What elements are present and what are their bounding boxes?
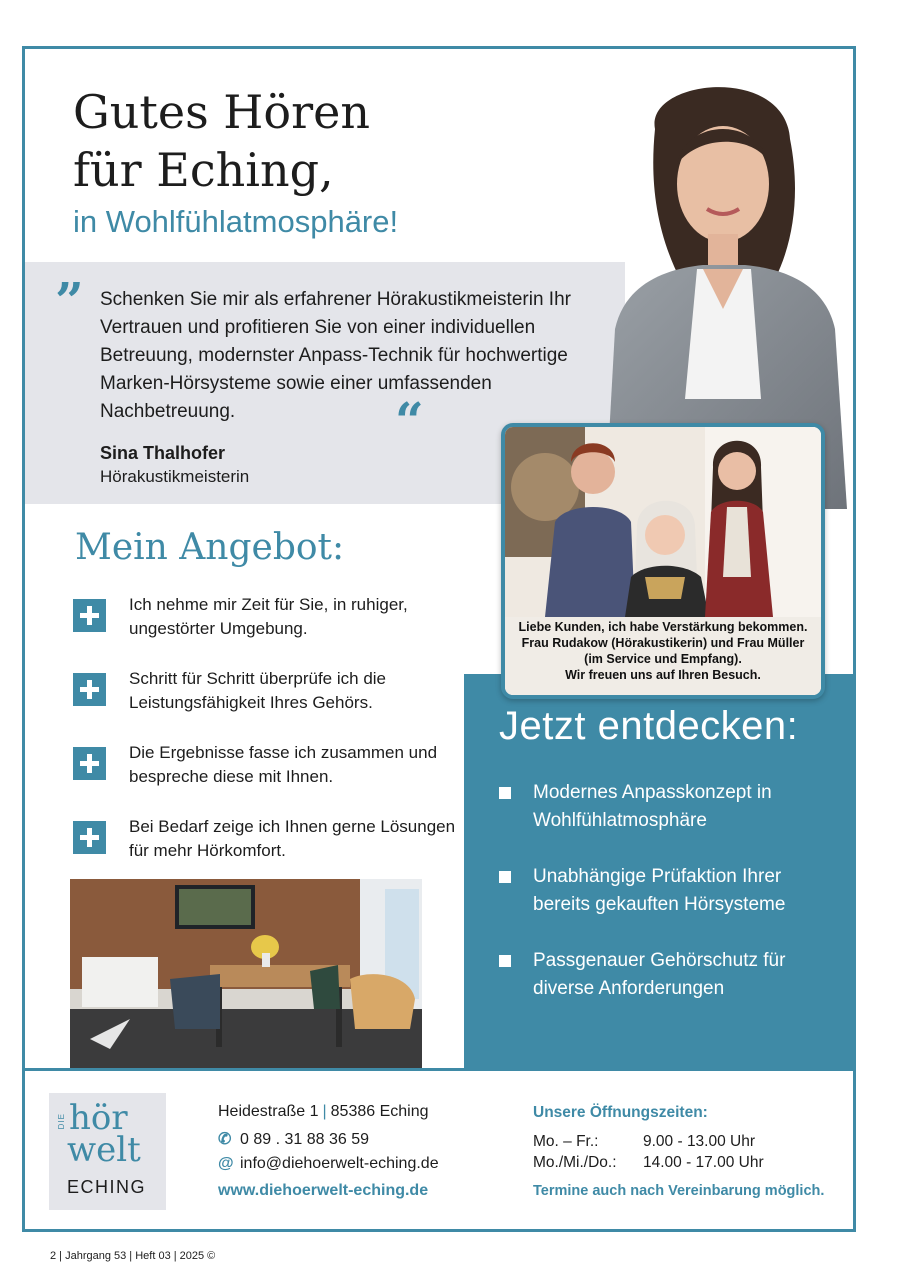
discover-item-text: Passgenauer Gehörschutz für diverse Anforderungen [533,950,786,999]
offer-item-text: Die Ergebnisse fasse ich zusammen und bespreche diese mit Ihnen. [129,743,438,786]
headline-line1: Gutes Hören [73,85,370,139]
caption-line: Frau Rudakow (Hörakustikerin) und Frau Müller [521,636,805,650]
square-bullet-icon [499,955,511,967]
caption-line: Liebe Kunden, ich habe Verstärkung bekommen. [518,620,808,634]
hours-time: 9.00 - 13.00 Uhr [643,1133,756,1150]
hours-days: Mo. – Fr.: [533,1133,599,1150]
logo-hor-text: hör [69,1098,128,1138]
email-icon: @ [218,1155,234,1172]
quote-open-icon: ” [55,271,84,330]
quote-text: Schenken Sie mir als erfahrener Hörakustikmeisterin Ihr Vertrauen und profitieren Sie von einer individuellen Betreuung, modernster Anpass-Technik für hochwertige Marken-Hörsysteme sowie einer umfassenden Nachbetreuung. [100,289,571,422]
email-address[interactable]: info@diehoerwelt-eching.de [240,1155,439,1172]
offer-item [73,815,456,875]
headline [73,83,370,199]
caption-line: Wir freuen uns auf Ihren Besuch. [565,668,761,682]
hours-days: Mo./Mi./Do.: [533,1154,617,1171]
hours-title: Unsere Öffnungszeiten: [533,1104,708,1121]
team-photo-card [501,423,825,699]
square-bullet-icon [499,787,511,799]
quote-author-role: Hörakustikmeisterin [100,467,250,486]
logo [49,1093,166,1210]
footer-divider [25,1068,465,1071]
ad-frame [22,46,856,1232]
hours-row [533,1133,755,1151]
offer-item [73,741,453,801]
address-street: Heidestraße 1 [218,1103,319,1120]
offer-item [73,593,453,653]
hours-time: 14.00 - 17.00 Uhr [643,1154,764,1171]
phone-number[interactable]: 0 89 . 31 88 36 59 [240,1131,369,1148]
offer-title: Mein Angebot: [75,527,345,568]
phone-icon: ✆ [218,1131,232,1148]
discover-item-text: Modernes Anpasskonzept in Wohlfühlatmosphäre [533,782,772,831]
plus-icon [73,673,106,706]
offer-item-text: Schritt für Schritt überprüfe ich die Leistungsfähigkeit Ihres Gehörs. [129,669,387,712]
caption-line: (im Service und Empfang). [584,652,742,666]
address [218,1103,429,1121]
offer-item-text: Ich nehme mir Zeit für Sie, in ruhiger, ungestörter Umgebung. [129,595,408,638]
logo-die-text: DIE [57,1113,66,1130]
store-room-photo [70,879,422,1069]
headline-line2: für Eching, [73,143,334,197]
quote-author-name: Sina Thalhofer [100,443,226,463]
quote-close-icon: “ [395,391,424,450]
address-city: 85386 Eching [330,1103,429,1120]
offer-item-text: Bei Bedarf zeige ich Ihnen gerne Lösungen für mehr Hörkomfort. [129,817,456,860]
logo-welt-text: welt [67,1130,141,1170]
address-separator: | [322,1103,327,1120]
logo-eching-text: ECHING [67,1177,147,1197]
plus-icon [73,747,106,780]
email-row[interactable] [218,1155,439,1173]
page-footer: 2 | Jahrgang 53 | Heft 03 | 2025 © [50,1250,216,1262]
hours-row [533,1154,764,1172]
offer-item [73,667,453,727]
discover-item-text: Unabhängige Prüfaktion Ihrer bereits gekauften Hörsysteme [533,866,786,915]
team-photo-caption [505,617,821,697]
square-bullet-icon [499,871,511,883]
subheadline: in Wohlfühlatmosphäre! [73,204,399,239]
hours-note: Termine auch nach Vereinbarung möglich. [533,1183,825,1199]
website-link[interactable]: www.diehoerwelt-eching.de [218,1182,429,1199]
phone-row[interactable] [218,1129,369,1149]
plus-icon [73,599,106,632]
plus-icon [73,821,106,854]
discover-title: Jetzt entdecken: [499,704,799,748]
